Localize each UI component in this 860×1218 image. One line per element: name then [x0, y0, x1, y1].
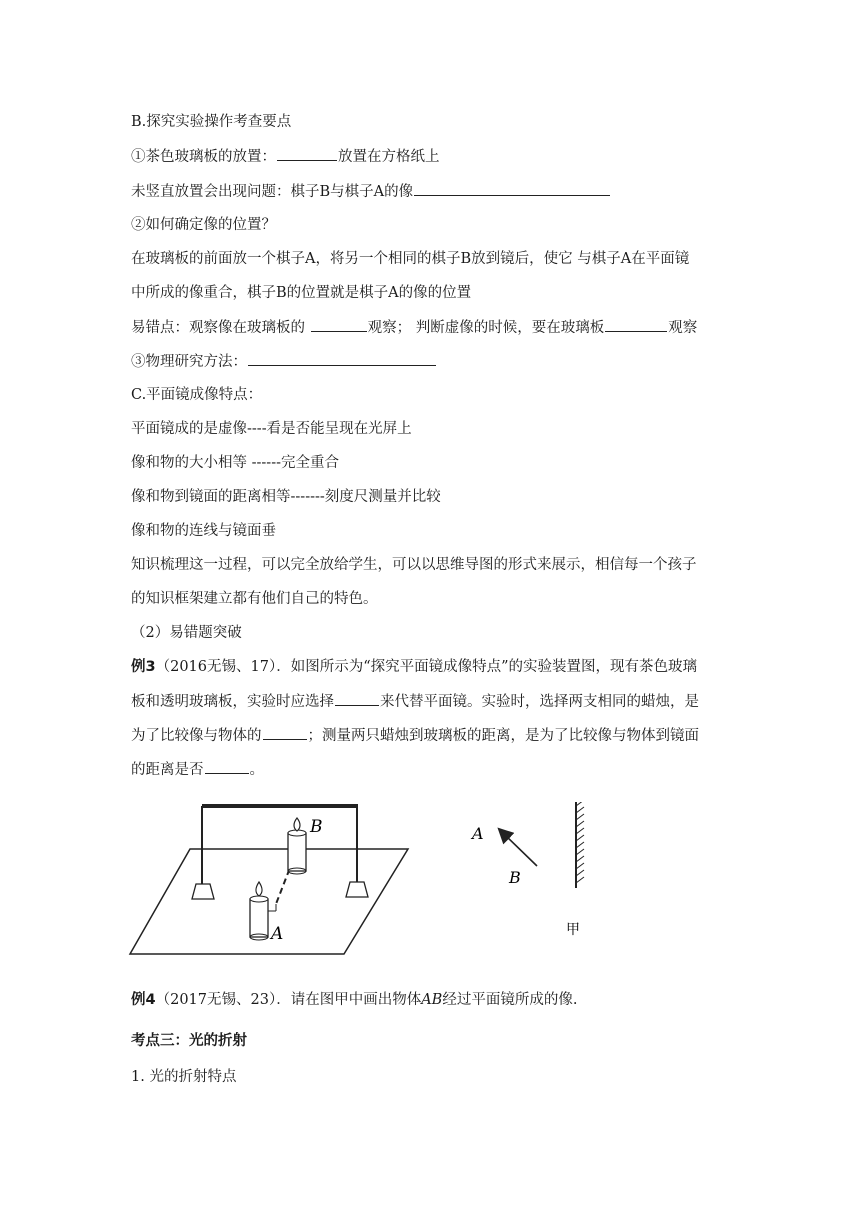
- blank-ex3-1: [335, 691, 379, 706]
- error-point-line: [131, 317, 697, 338]
- example3-line4: [131, 759, 264, 780]
- item1-problem: 未竖直放置会出现问题：棋子B与棋子A的像: [131, 184, 414, 200]
- example3-label: 例3: [131, 659, 156, 675]
- experiment-setup-figure: [128, 796, 412, 960]
- example3-line4-pre: 的距离是否: [131, 762, 204, 778]
- example3-line3: [131, 725, 699, 746]
- blank-ex3-2: [263, 725, 307, 740]
- summary-2: 的知识框架建立都有他们自己的特色。: [131, 591, 378, 607]
- item3-label: ③物理研究方法：: [131, 354, 247, 370]
- figure1-label-a: A: [271, 924, 284, 944]
- example4-ab: AB: [421, 992, 443, 1008]
- example3-text1: （2016无锡、17）．如图所示为“探究平面镜成像特点”的实验装置图，现有茶色玻璃: [155, 659, 698, 675]
- blank-ex3-3: [205, 759, 249, 774]
- feature-1: 平面镜成的是虚像----看是否能呈现在光屏上: [131, 421, 412, 437]
- item1-pre: ①茶色玻璃板的放置：: [131, 149, 276, 165]
- feature-3: 像和物到镜面的距离相等-------刻度尺测量并比较: [131, 489, 441, 505]
- example3-line2: [131, 691, 699, 712]
- err-mid: 观察； 判断虚像的时候，要在玻璃板: [367, 320, 605, 336]
- blank-placement: [277, 146, 337, 161]
- blank-method: [248, 351, 436, 366]
- figure1-label-b: B: [310, 817, 323, 837]
- item2-title: ②如何确定像的位置？: [131, 217, 276, 233]
- item1-line: [131, 146, 440, 167]
- point3-item1: 1. 光的折射特点: [131, 1069, 237, 1085]
- item2-text-2: 中所成的像重合，棋子B的位置就是棋子A的像的位置: [131, 285, 472, 301]
- blank-err-1: [311, 317, 367, 332]
- point3-heading: 考点三：光的折射: [131, 1033, 247, 1049]
- item3-line: [131, 351, 437, 372]
- figure2-label-a: A: [472, 824, 484, 843]
- err-post: 观察: [668, 320, 698, 336]
- feature-2: 像和物的大小相等 ------完全重合: [131, 455, 340, 471]
- example3-line3-post: ；测量两只蜡烛到玻璃板的距离，是为了比较像与物体到镜面: [307, 728, 699, 744]
- item1-post: 放置在方格纸上: [338, 149, 440, 165]
- err-pre: 易错点：观察像在玻璃板的: [131, 320, 310, 336]
- figure2-caption: 甲: [566, 922, 580, 938]
- item1-problem-line: [131, 181, 611, 202]
- section-b-title: B.探究实验操作考查要点: [131, 114, 292, 130]
- example3-line3-pre: 为了比较像与物体的: [131, 728, 262, 744]
- example3-line1: [131, 657, 697, 677]
- feature-4: 像和物的连线与镜面垂: [131, 523, 276, 539]
- blank-err-2: [605, 317, 667, 332]
- mirror-figure-jia: [452, 802, 610, 952]
- example3-line2-post: 来代替平面镜。实验时，选择两支相同的蜡烛，是: [380, 694, 699, 710]
- section-c-title: C.平面镜成像特点：: [131, 387, 263, 403]
- item2-text-1: 在玻璃板的前面放一个棋子A，将另一个相同的棋子B放到镜后，使它 与棋子A在平面镜: [131, 251, 690, 267]
- figure2-label-b: B: [509, 868, 521, 887]
- example4-post: 经过平面镜所成的像.: [442, 992, 578, 1008]
- part2-heading: （2）易错题突破: [131, 625, 242, 641]
- example4-label: 例4: [131, 992, 156, 1008]
- example3-line2-pre: 板和透明玻璃板，实验时应选择: [131, 694, 334, 710]
- example4-line: [131, 990, 577, 1010]
- summary-1: 知识梳理这一过程，可以完全放给学生，可以以思维导图的形式来展示，相信每一个孩子: [131, 557, 697, 573]
- example3-line4-post: 。: [249, 762, 264, 778]
- example4-pre: （2017无锡、23）．请在图甲中画出物体: [155, 992, 422, 1008]
- blank-problem: [414, 181, 610, 196]
